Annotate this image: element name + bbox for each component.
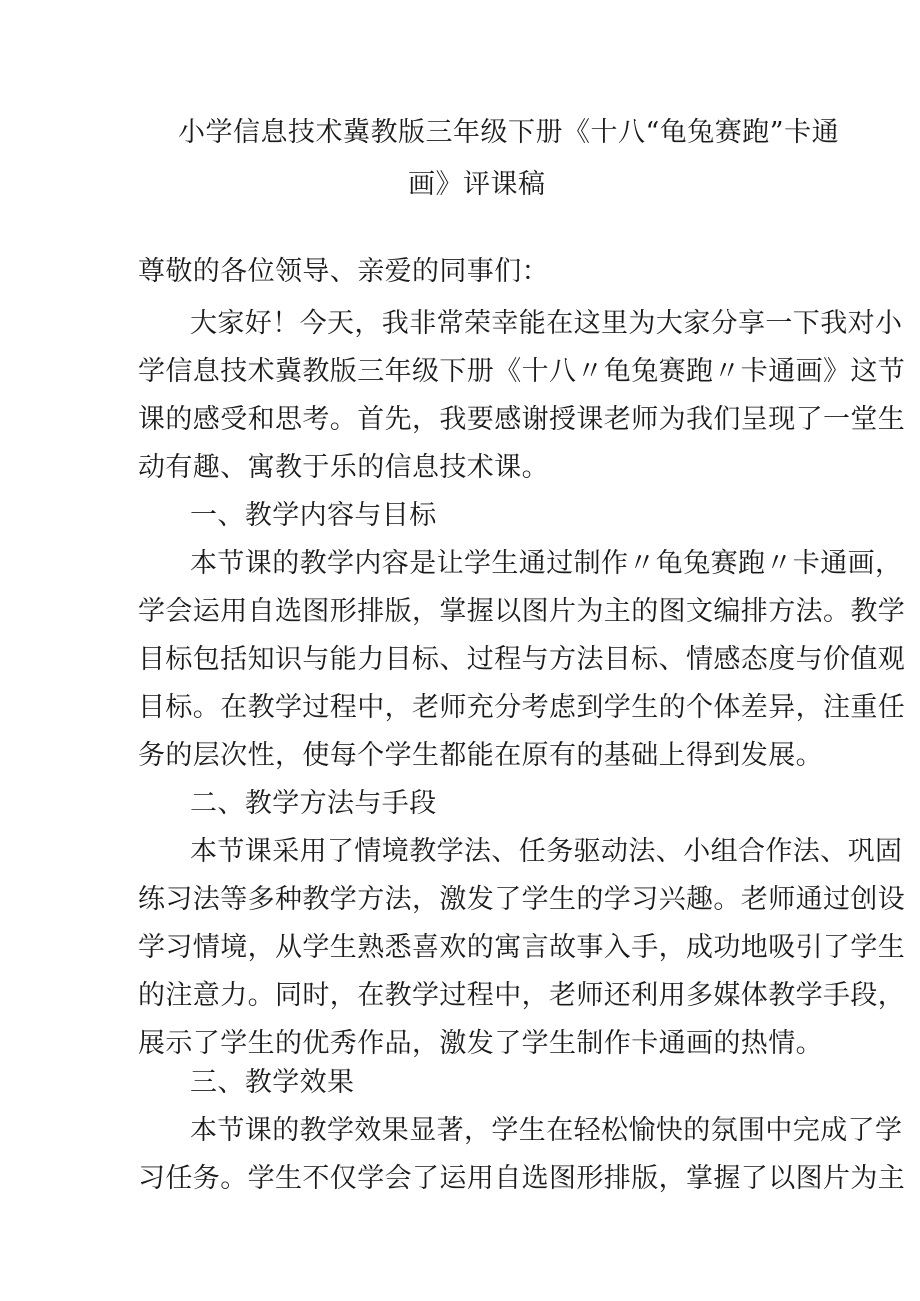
- paragraph-line: 目标。在教学过程中，老师充分考虑到学生的个体差异，注重任: [138, 692, 906, 723]
- paragraph-line: 动有趣、寓教于乐的信息技术课。: [138, 452, 549, 483]
- paragraph-line: 习任务。学生不仅学会了运用自选图形排版，掌握了以图片为主: [138, 1163, 906, 1194]
- section-heading: 一、教学内容与目标: [190, 500, 437, 531]
- paragraph-line: 务的层次性，使每个学生都能在原有的基础上得到发展。: [138, 740, 823, 771]
- paragraph-line: 大家好！今天，我非常荣幸能在这里为大家分享一下我对小: [190, 308, 903, 339]
- salutation: 尊敬的各位领导、亲爱的同事们：: [138, 256, 549, 287]
- paragraph-line: 的注意力。同时，在教学过程中，老师还利用多媒体教学手段，: [138, 980, 906, 1011]
- paragraph-line: 练习法等多种教学方法，激发了学生的学习兴趣。老师通过创设: [138, 884, 906, 915]
- section-heading: 二、教学方法与手段: [190, 788, 437, 819]
- paragraph-line: 课的感受和思考。首先，我要感谢授课老师为我们呈现了一堂生: [138, 404, 906, 435]
- paragraph-line: 学信息技术冀教版三年级下册《十八〃龟兔赛跑〃卡通画》这节: [138, 356, 906, 387]
- paragraph-line: 本节课采用了情境教学法、任务驱动法、小组合作法、巩固: [190, 836, 903, 867]
- paragraph-line: 目标包括知识与能力目标、过程与方法目标、情感态度与价值观: [138, 644, 906, 675]
- paragraph-line: 本节课的教学内容是让学生通过制作〃龟兔赛跑〃卡通画，: [190, 548, 903, 579]
- section-heading: 三、教学效果: [190, 1067, 355, 1098]
- document-title-line-1: 小学信息技术冀教版三年级下册《十八“龟兔赛跑”卡通: [178, 117, 840, 148]
- paragraph-line: 学会运用自选图形排版，掌握以图片为主的图文编排方法。教学: [138, 596, 906, 627]
- document-title-line-2: 画》评课稿: [408, 169, 546, 200]
- paragraph-line: 本节课的教学效果显著，学生在轻松愉快的氛围中完成了学: [190, 1115, 903, 1146]
- paragraph-line: 展示了学生的优秀作品，激发了学生制作卡通画的热情。: [138, 1028, 823, 1059]
- paragraph-line: 学习情境，从学生熟悉喜欢的寓言故事入手，成功地吸引了学生: [138, 932, 906, 963]
